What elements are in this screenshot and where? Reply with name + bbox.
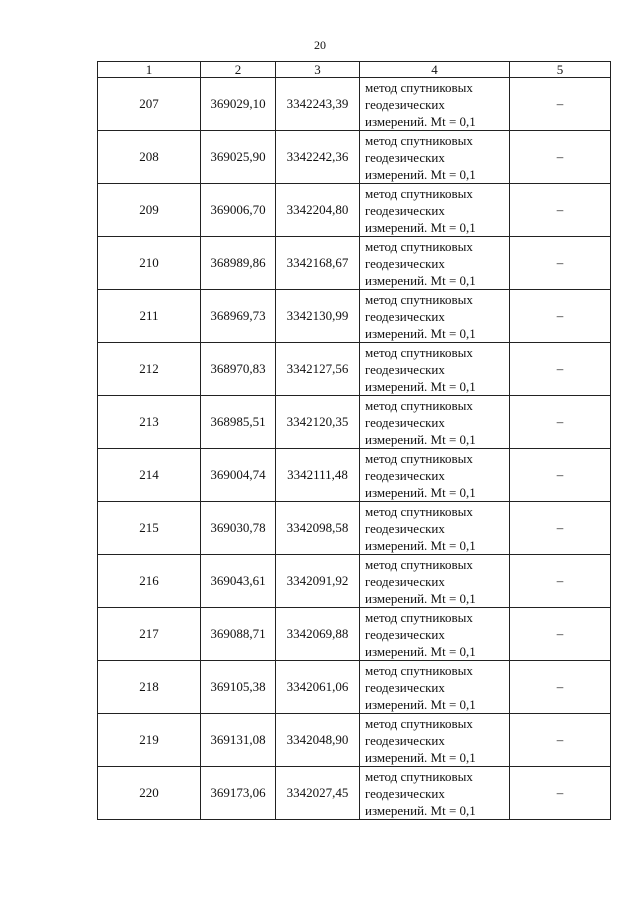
table-row — [98, 608, 611, 661]
column-5-cell: – — [510, 78, 611, 131]
method-text-line: метод спутниковых — [365, 344, 473, 360]
column-5-cell: – — [510, 767, 611, 820]
method-text-line: геодезических — [365, 626, 445, 642]
method-text-line: геодезических — [365, 679, 445, 695]
method-text-line: измерений. Mt = 0,1 — [365, 537, 476, 553]
method-cell — [360, 78, 510, 131]
y-coordinate-cell: 3342091,92 — [276, 555, 360, 608]
method-text-line: измерений. Mt = 0,1 — [365, 749, 476, 765]
method-text-line: геодезических — [365, 732, 445, 748]
method-text-line: геодезических — [365, 785, 445, 801]
table-row — [98, 237, 611, 290]
point-number-cell: 215 — [98, 502, 201, 555]
x-coordinate-cell: 368989,86 — [201, 237, 276, 290]
method-text-line: геодезических — [365, 414, 445, 430]
method-text-line: метод спутниковых — [365, 79, 473, 95]
method-text-line: геодезических — [365, 467, 445, 483]
point-number-cell: 212 — [98, 343, 201, 396]
y-coordinate-cell: 3342168,67 — [276, 237, 360, 290]
column-5-cell: – — [510, 608, 611, 661]
x-coordinate-cell: 368969,73 — [201, 290, 276, 343]
column-header: 4 — [360, 62, 510, 78]
table-row — [98, 343, 611, 396]
column-5-cell: – — [510, 502, 611, 555]
table-row — [98, 449, 611, 502]
y-coordinate-cell: 3342130,99 — [276, 290, 360, 343]
method-cell — [360, 343, 510, 396]
table-row — [98, 396, 611, 449]
method-cell — [360, 237, 510, 290]
table-row — [98, 767, 611, 820]
method-text-line: геодезических — [365, 573, 445, 589]
x-coordinate-cell: 369025,90 — [201, 131, 276, 184]
point-number-cell: 208 — [98, 131, 201, 184]
method-cell — [360, 396, 510, 449]
y-coordinate-cell: 3342098,58 — [276, 502, 360, 555]
table-row — [98, 502, 611, 555]
column-5-cell: – — [510, 396, 611, 449]
x-coordinate-cell: 369043,61 — [201, 555, 276, 608]
method-text-line: геодезических — [365, 361, 445, 377]
y-coordinate-cell: 3342204,80 — [276, 184, 360, 237]
y-coordinate-cell: 3342242,36 — [276, 131, 360, 184]
table-row — [98, 78, 611, 131]
method-text-line: измерений. Mt = 0,1 — [365, 272, 476, 288]
column-5-cell: – — [510, 290, 611, 343]
x-coordinate-cell: 369131,08 — [201, 714, 276, 767]
point-number-cell: 210 — [98, 237, 201, 290]
y-coordinate-cell: 3342048,90 — [276, 714, 360, 767]
y-coordinate-cell: 3342127,56 — [276, 343, 360, 396]
table-body — [98, 78, 611, 820]
y-coordinate-cell: 3342027,45 — [276, 767, 360, 820]
method-text-line: метод спутниковых — [365, 662, 473, 678]
x-coordinate-cell: 368985,51 — [201, 396, 276, 449]
method-text-line: измерений. Mt = 0,1 — [365, 431, 476, 447]
method-text-line: метод спутниковых — [365, 450, 473, 466]
point-number-cell: 209 — [98, 184, 201, 237]
table-row — [98, 184, 611, 237]
table-row — [98, 131, 611, 184]
column-5-cell: – — [510, 343, 611, 396]
method-text-line: метод спутниковых — [365, 609, 473, 625]
y-coordinate-cell: 3342061,06 — [276, 661, 360, 714]
point-number-cell: 216 — [98, 555, 201, 608]
method-cell — [360, 290, 510, 343]
y-coordinate-cell: 3342243,39 — [276, 78, 360, 131]
table-row — [98, 555, 611, 608]
y-coordinate-cell: 3342111,48 — [276, 449, 360, 502]
method-cell — [360, 131, 510, 184]
method-text-line: измерений. Mt = 0,1 — [365, 590, 476, 606]
y-coordinate-cell: 3342120,35 — [276, 396, 360, 449]
point-number-cell: 214 — [98, 449, 201, 502]
column-header: 2 — [201, 62, 276, 78]
method-text-line: измерений. Mt = 0,1 — [365, 166, 476, 182]
coordinates-table — [97, 61, 611, 820]
method-text-line: геодезических — [365, 255, 445, 271]
x-coordinate-cell: 369006,70 — [201, 184, 276, 237]
method-text-line: метод спутниковых — [365, 291, 473, 307]
y-coordinate-cell: 3342069,88 — [276, 608, 360, 661]
x-coordinate-cell: 368970,83 — [201, 343, 276, 396]
x-coordinate-cell: 369030,78 — [201, 502, 276, 555]
method-cell — [360, 661, 510, 714]
point-number-cell: 207 — [98, 78, 201, 131]
method-text-line: метод спутниковых — [365, 397, 473, 413]
x-coordinate-cell: 369004,74 — [201, 449, 276, 502]
column-5-cell: – — [510, 184, 611, 237]
method-text-line: измерений. Mt = 0,1 — [365, 325, 476, 341]
method-text-line: измерений. Mt = 0,1 — [365, 696, 476, 712]
method-text-line: метод спутниковых — [365, 768, 473, 784]
method-cell — [360, 555, 510, 608]
table-header-row — [98, 62, 611, 78]
x-coordinate-cell: 369173,06 — [201, 767, 276, 820]
method-cell — [360, 714, 510, 767]
column-header: 3 — [276, 62, 360, 78]
method-text-line: геодезических — [365, 96, 445, 112]
column-5-cell: – — [510, 237, 611, 290]
x-coordinate-cell: 369029,10 — [201, 78, 276, 131]
column-5-cell: – — [510, 131, 611, 184]
page-number: 20 — [314, 38, 326, 52]
method-text-line: метод спутниковых — [365, 556, 473, 572]
point-number-cell: 218 — [98, 661, 201, 714]
method-text-line: измерений. Mt = 0,1 — [365, 219, 476, 235]
method-cell — [360, 502, 510, 555]
method-text-line: измерений. Mt = 0,1 — [365, 643, 476, 659]
table-row — [98, 714, 611, 767]
method-text-line: метод спутниковых — [365, 503, 473, 519]
point-number-cell: 220 — [98, 767, 201, 820]
method-cell — [360, 767, 510, 820]
method-cell — [360, 449, 510, 502]
method-text-line: измерений. Mt = 0,1 — [365, 113, 476, 129]
point-number-cell: 211 — [98, 290, 201, 343]
method-text-line: метод спутниковых — [365, 238, 473, 254]
method-cell — [360, 184, 510, 237]
method-text-line: геодезических — [365, 202, 445, 218]
column-5-cell: – — [510, 449, 611, 502]
column-header: 5 — [510, 62, 611, 78]
column-5-cell: – — [510, 555, 611, 608]
method-text-line: измерений. Mt = 0,1 — [365, 484, 476, 500]
method-text-line: измерений. Mt = 0,1 — [365, 802, 476, 818]
x-coordinate-cell: 369105,38 — [201, 661, 276, 714]
point-number-cell: 219 — [98, 714, 201, 767]
x-coordinate-cell: 369088,71 — [201, 608, 276, 661]
table-row — [98, 661, 611, 714]
column-header: 1 — [98, 62, 201, 78]
column-5-cell: – — [510, 661, 611, 714]
method-text-line: метод спутниковых — [365, 132, 473, 148]
point-number-cell: 217 — [98, 608, 201, 661]
method-text-line: геодезических — [365, 520, 445, 536]
method-text-line: метод спутниковых — [365, 185, 473, 201]
method-text-line: измерений. Mt = 0,1 — [365, 378, 476, 394]
method-cell — [360, 608, 510, 661]
method-text-line: геодезических — [365, 308, 445, 324]
point-number-cell: 213 — [98, 396, 201, 449]
method-text-line: геодезических — [365, 149, 445, 165]
column-5-cell: – — [510, 714, 611, 767]
method-text-line: метод спутниковых — [365, 715, 473, 731]
table-row — [98, 290, 611, 343]
